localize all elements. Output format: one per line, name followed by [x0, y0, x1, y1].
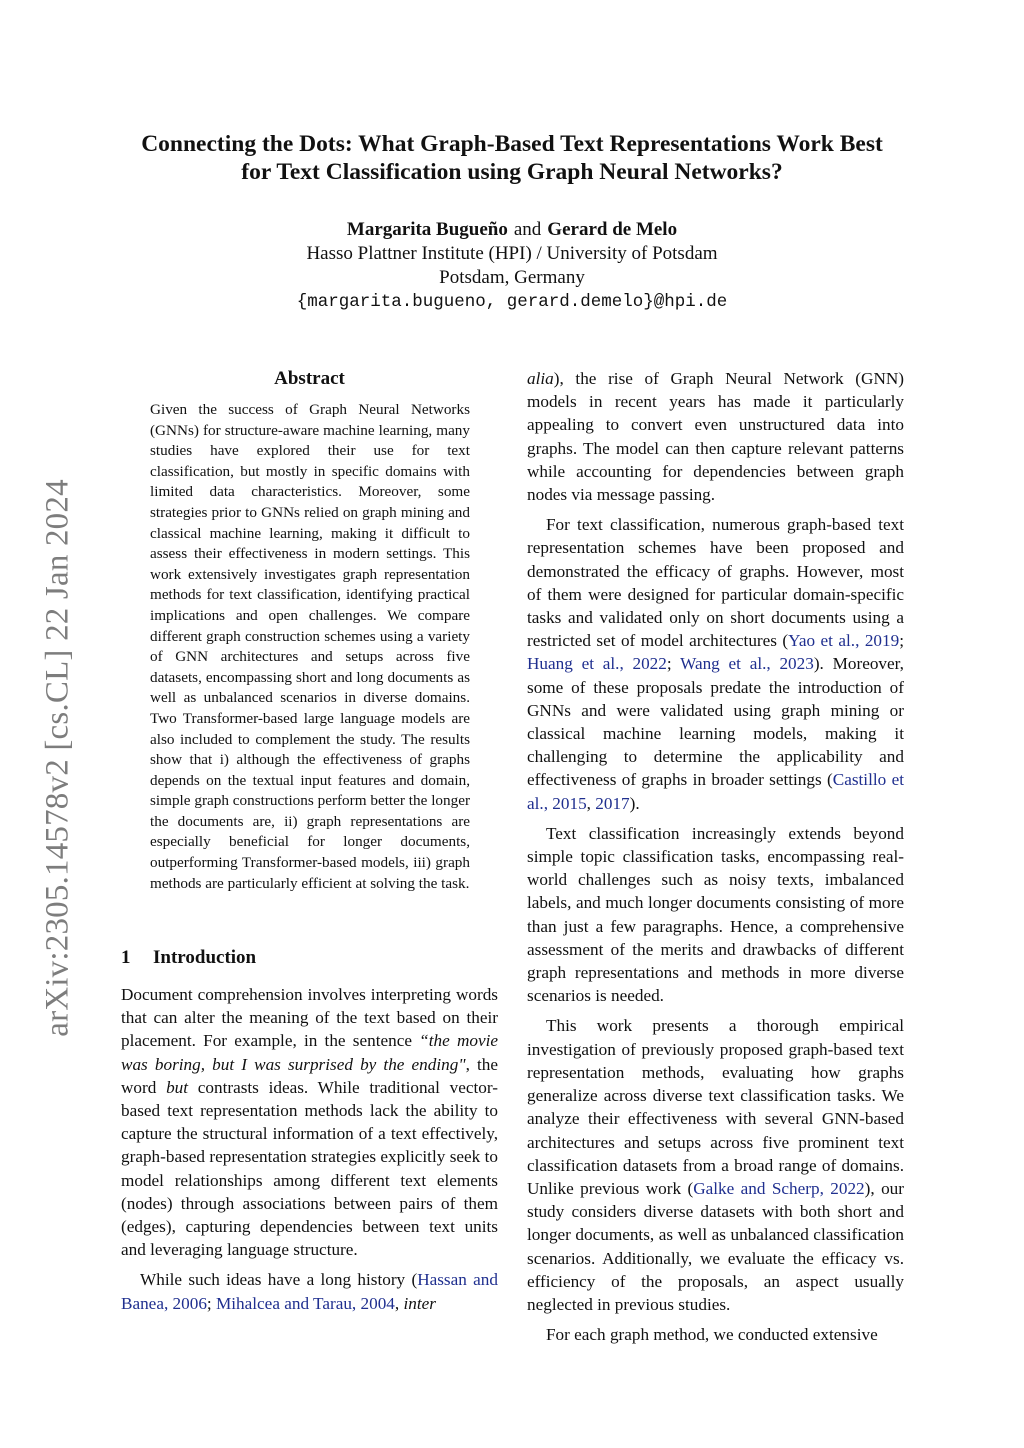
author-affiliation: Hasso Plattner Institute (HPI) / University of Potsdam [306, 243, 718, 264]
citation-link[interactable]: Castillo et al., 2015 [527, 770, 904, 813]
citation-link[interactable]: Huang et al., 2022 [527, 654, 667, 674]
citation-link[interactable]: 2017 [595, 793, 630, 813]
author-name-2: Gerard de Melo [547, 219, 678, 240]
author-name-1: Margarita Bugueño [346, 219, 508, 240]
emphasized-word: alia [527, 369, 554, 388]
introduction-right-column [527, 367, 904, 1353]
section-number: 1 [121, 947, 131, 968]
text-run: Document comprehension involves interpreting words that can alter the meaning of the text based on their placement. For example, in the sentence [121, 985, 498, 1051]
author-names [100, 218, 924, 242]
intro-paragraph-1 [121, 983, 498, 1261]
citation-link[interactable]: Mihalcea and Tarau, 2004 [216, 1293, 395, 1313]
intro-paragraph-2 [121, 1268, 498, 1314]
emphasized-word: but [166, 1077, 189, 1097]
author-email: {margarita.bugueno, gerard.demelo}@hpi.de [296, 292, 728, 312]
intro-paragraph-5 [527, 1014, 904, 1316]
text-run: ; [206, 1293, 216, 1313]
abstract-text: Given the success of Graph Neural Networks (GNNs) for structure-aware machine learning, many studies have explored their use for text classification, but mostly in specific domains with limited data characteristics. Moreover, some strategies prior to GNNs relied on graph mining and classical machine learning, making it difficult to assess their effectiveness in modern settings. This work extensively investigates graph representation methods for text classification, identifying practical implications and open challenges. We compare different graph construction schemes using a variety of GNN architectures and setups across five datasets, encompassing short and long documents as well as unbalanced scenarios in diverse domains. Two Transformer-based large language models are also included to complement the study. The results show that i) although the effectiveness of graphs depends on the textual input features and domain, simple graph constructions perform better the longer the documents are, ii) graph representations are especially beneficial for longer documents, outperforming Transformer-based models, iii) graph methods are particularly efficient at solving the task. [150, 401, 470, 892]
intro-paragraph-6: For each graph method, we conducted extensive [546, 1325, 878, 1345]
text-run: , [586, 793, 596, 813]
emphasized-word: inter [403, 1293, 436, 1313]
citation-link[interactable]: Yao et al., 2019 [788, 631, 900, 651]
text-run: ), the rise of Graph Neural Network (GNN) models in recent years has made it particularly appealing to convert even unstructured data into graphs. The model can then capture relevant patterns while accounting for dependencies between graph nodes via message passing. [527, 369, 904, 505]
citation-link[interactable]: Hassan and Banea, 2006 [121, 1270, 498, 1313]
intro-paragraph-3 [527, 513, 904, 815]
text-run: , the word [121, 1054, 498, 1097]
arxiv-identifier-stamp: arXiv:2305.14578v2 [cs.CL] 22 Jan 2024 [39, 479, 76, 1037]
text-run: , [394, 1293, 404, 1313]
author-location: Potsdam, Germany [439, 267, 585, 288]
paper-title-line-2: for Text Classification using Graph Neural Networks? [241, 159, 783, 185]
text-run: contrasts ideas. While traditional vector-based text representation methods lack the ability to capture the structural information of a text effectively, graph-based representation strategies explicitly seek to model relationships among different text elements (nodes) through associations between pairs of them (edges), capturing dependencies between text units and leveraging language structure. [121, 1077, 499, 1260]
intro-paragraph-4: Text classification increasingly extends beyond simple topic classification tasks, encompassing real-world challenges such as noisy texts, imbalanced labels, and much longer documents consisting of more than just a few paragraphs. Hence, a comprehensive assessment of the merits and drawbacks of different graph representations and methods in more diverse scenarios is needed. [527, 823, 904, 1006]
text-run: ). Moreover, some of these proposals predate the introduction of GNNs and were validated using graph mining or classical machine learning models, making it challenging to determine the applicability and effectiveness of graphs in broader settings ( [527, 654, 904, 790]
author-conjunction: and [513, 219, 542, 240]
section-title: Introduction [153, 947, 257, 968]
text-run: ; [899, 631, 904, 651]
citation-link[interactable]: Wang et al., 2023 [680, 654, 814, 674]
abstract-heading: Abstract [274, 368, 345, 389]
author-block [100, 218, 924, 314]
paper-title [100, 130, 924, 186]
text-run: For text classification, numerous graph-based text representation schemes have been proposed and demonstrated the efficacy of graphs. However, most of them were designed for particular domain-specific tasks and validated only on short documents using a restricted set of model architectures ( [527, 515, 904, 651]
text-run: ; [666, 654, 681, 674]
example-sentence: “the movie was boring, but I was surprised by the ending" [121, 1031, 498, 1074]
text-run: ). [629, 793, 640, 813]
text-run: While such ideas have a long history ( [140, 1270, 418, 1290]
section-heading-introduction [121, 946, 498, 970]
intro-paragraph-2-continued [527, 367, 904, 506]
citation-link[interactable]: Galke and Scherp, 2022 [693, 1178, 865, 1198]
introduction-left-column [121, 983, 498, 1322]
text-run: This work presents a thorough empirical investigation of previously proposed graph-based text representation methods, evaluating how graphs generalize across diverse text classification tasks. We analyze their effectiveness with several GNN-based architectures and setups across five prominent text classification datasets from a broad range of domains. Unlike previous work ( [527, 1016, 904, 1198]
text-run: ), our study considers diverse datasets with both short and longer documents, as well as unbalanced classification scenarios. Additionally, we evaluate the efficacy vs. efficiency of the proposals, an aspect usually neglected in previous studies. [527, 1178, 904, 1314]
paper-title-line-1: Connecting the Dots: What Graph-Based Text Representations Work Best [141, 131, 883, 157]
